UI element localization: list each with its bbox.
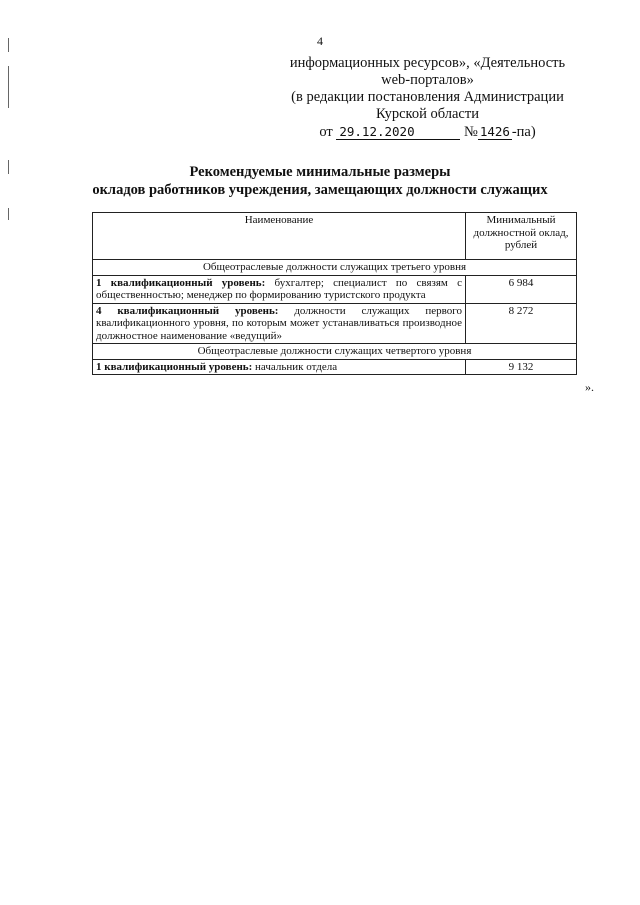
qualification-level: 1 квалификационный уровень:	[96, 276, 266, 289]
number-suffix: -па)	[511, 124, 536, 140]
group-row	[93, 344, 577, 360]
margin-line	[8, 208, 9, 220]
header-line: web-порталов»	[381, 72, 474, 88]
title-line: окладов работников учреждения, замещающих должности служащих	[92, 182, 548, 198]
closing-quote-mark: ».	[585, 380, 594, 394]
qualification-level: 4 квалификационный уровень:	[96, 304, 279, 317]
column-header-name: Наименование	[93, 213, 466, 260]
title-line: Рекомендуемые минимальные размеры	[189, 164, 451, 180]
document-title	[0, 163, 640, 199]
position-cell	[93, 303, 466, 344]
group-title: Общеотраслевые должности служащих третьего уровня	[93, 260, 577, 276]
number-sign: №	[463, 124, 478, 140]
qualification-level: 1 квалификационный уровень:	[96, 360, 253, 373]
document-header	[270, 55, 585, 141]
header-line: информационных ресурсов», «Деятельность	[289, 55, 566, 71]
table-header-row	[93, 213, 577, 260]
salary-value: 9 132	[466, 359, 577, 375]
header-line: (в редакции постановления Администрации	[291, 89, 564, 105]
date-prefix: от	[319, 124, 333, 140]
salary-table	[92, 212, 577, 375]
position-cell	[93, 275, 466, 303]
document-date: 29.12.2020	[336, 125, 460, 140]
date-number-line	[270, 124, 585, 141]
position-cell	[93, 359, 466, 375]
column-header-value: Минимальный должностной оклад, рублей	[466, 213, 577, 260]
margin-line	[8, 66, 9, 108]
table-row	[93, 303, 577, 344]
group-title: Общеотраслевые должности служащих четвертого уровня	[93, 344, 577, 360]
salary-value: 6 984	[466, 275, 577, 303]
page-number: 4	[317, 34, 323, 48]
header-line: Курской области	[376, 106, 479, 122]
position-description: должности служащих первого квалификационного уровня, по которым может устанавливаться производное должностное наименование «ведущий»	[96, 304, 462, 342]
document-number: 1426	[479, 124, 510, 139]
table-row	[93, 359, 577, 375]
table-row	[93, 275, 577, 303]
position-description: начальник отдела	[252, 360, 338, 373]
group-row	[93, 260, 577, 276]
position-description: бухгалтер; специалист по связям с общественностью; менеджер по формированию туристского продукта	[96, 276, 462, 301]
salary-value: 8 272	[466, 303, 577, 344]
